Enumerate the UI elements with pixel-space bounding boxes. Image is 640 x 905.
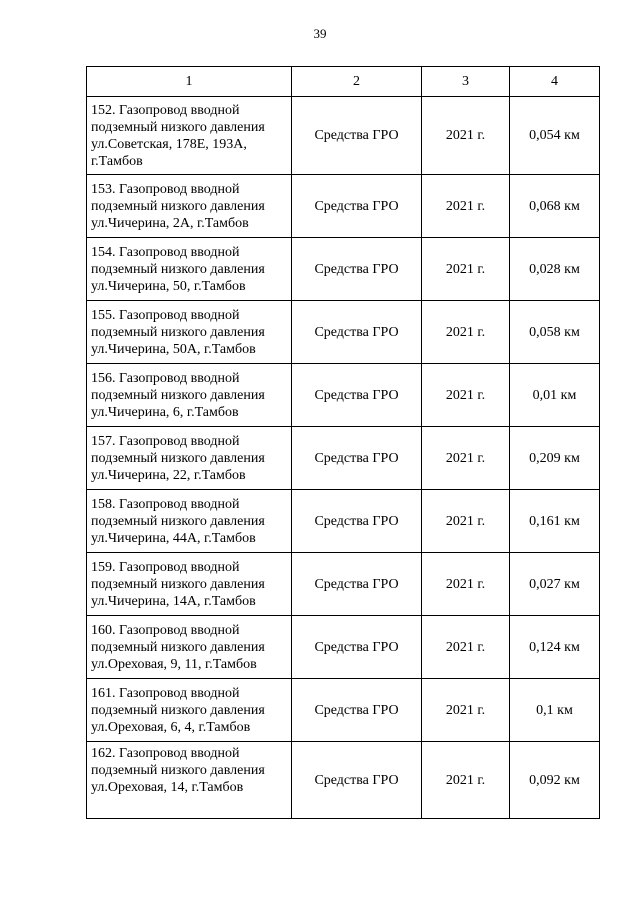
funding-source-cell: Средства ГРО [292,742,422,819]
table-row [87,364,600,427]
pipeline-name-cell: 153. Газопровод вводной подземный низкого давления ул.Чичерина, 2А, г.Тамбов [87,175,292,238]
year-cell: 2021 г. [422,175,510,238]
table-row [87,616,600,679]
funding-source-cell: Средства ГРО [292,679,422,742]
table-row [87,301,600,364]
table-row [87,175,600,238]
funding-source-cell: Средства ГРО [292,301,422,364]
year-cell: 2021 г. [422,427,510,490]
length-cell: 0,058 км [510,301,600,364]
length-cell: 0,209 км [510,427,600,490]
length-cell: 0,01 км [510,364,600,427]
funding-source-cell: Средства ГРО [292,490,422,553]
pipeline-name-cell: 159. Газопровод вводной подземный низкого давления ул.Чичерина, 14А, г.Тамбов [87,553,292,616]
funding-source-cell: Средства ГРО [292,97,422,175]
pipeline-name-cell: 154. Газопровод вводной подземный низкого давления ул.Чичерина, 50, г.Тамбов [87,238,292,301]
length-cell: 0,1 км [510,679,600,742]
length-cell: 0,027 км [510,553,600,616]
length-cell: 0,054 км [510,97,600,175]
pipeline-name-cell: 152. Газопровод вводной подземный низкого давления ул.Советская, 178Е, 193А, г.Тамбов [87,97,292,175]
pipeline-name-cell: 156. Газопровод вводной подземный низкого давления ул.Чичерина, 6, г.Тамбов [87,364,292,427]
column-header-1: 1 [87,67,292,97]
funding-source-cell: Средства ГРО [292,238,422,301]
page-number: 39 [313,26,327,41]
pipeline-name-cell: 158. Газопровод вводной подземный низкого давления ул.Чичерина, 44А, г.Тамбов [87,490,292,553]
pipeline-name-cell: 160. Газопровод вводной подземный низкого давления ул.Ореховая, 9, 11, г.Тамбов [87,616,292,679]
table-header-row [87,67,600,97]
year-cell: 2021 г. [422,679,510,742]
funding-source-cell: Средства ГРО [292,364,422,427]
length-cell: 0,092 км [510,742,600,819]
year-cell: 2021 г. [422,301,510,364]
length-cell: 0,068 км [510,175,600,238]
pipeline-table [86,66,600,819]
year-cell: 2021 г. [422,490,510,553]
year-cell: 2021 г. [422,97,510,175]
pipeline-name-cell: 162. Газопровод вводной подземный низкого давления ул.Ореховая, 14, г.Тамбов [87,742,292,819]
year-cell: 2021 г. [422,364,510,427]
column-header-3: 3 [422,67,510,97]
length-cell: 0,124 км [510,616,600,679]
funding-source-cell: Средства ГРО [292,427,422,490]
year-cell: 2021 г. [422,238,510,301]
column-header-2: 2 [292,67,422,97]
column-header-4: 4 [510,67,600,97]
length-cell: 0,161 км [510,490,600,553]
table-row [87,97,600,175]
year-cell: 2021 г. [422,616,510,679]
length-cell: 0,028 км [510,238,600,301]
pipeline-name-cell: 155. Газопровод вводной подземный низкого давления ул.Чичерина, 50А, г.Тамбов [87,301,292,364]
funding-source-cell: Средства ГРО [292,553,422,616]
funding-source-cell: Средства ГРО [292,175,422,238]
table-row [87,427,600,490]
table-row [87,490,600,553]
funding-source-cell: Средства ГРО [292,616,422,679]
pipeline-name-cell: 157. Газопровод вводной подземный низкого давления ул.Чичерина, 22, г.Тамбов [87,427,292,490]
table-row [87,679,600,742]
pipeline-name-cell: 161. Газопровод вводной подземный низкого давления ул.Ореховая, 6, 4, г.Тамбов [87,679,292,742]
table-row [87,742,600,819]
table-row [87,553,600,616]
table-row [87,238,600,301]
year-cell: 2021 г. [422,742,510,819]
year-cell: 2021 г. [422,553,510,616]
